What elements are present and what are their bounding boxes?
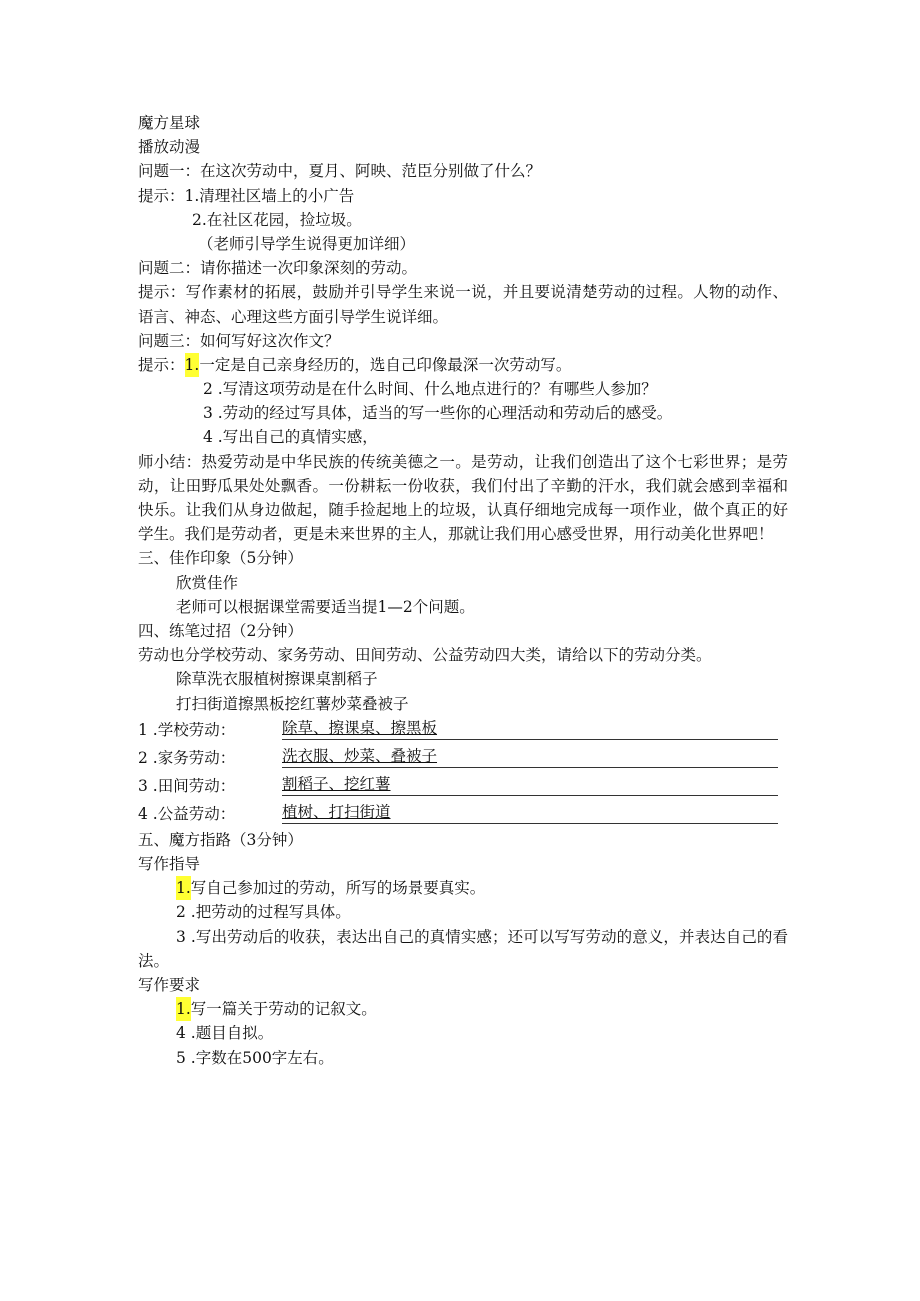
q1-hint-3: （老师引导学生说得更加详细） [198,234,416,253]
guide-3: 3 .写出劳动后的收获，表达出自己的真情实感；还可以写写劳动的意义，并表达自己的看法。 [138,927,788,970]
requirement-2: 4 .题目自拟。 [176,1024,274,1043]
q1-hint-1: 提示：1.清理社区墙上的小广告 [138,186,355,205]
section-3-b: 老师可以根据课堂需要适当提1—2个问题。 [176,597,475,616]
category-row [138,744,788,772]
q1-hint-2: 2.在社区花园，捡垃圾。 [192,210,362,229]
category-row [138,800,788,828]
category-row [138,772,788,800]
category-answer: 植树、打扫街道 [282,802,391,821]
section-3-a: 欣赏佳作 [176,573,239,592]
category-label: 2 .家务劳动： [138,748,236,767]
guide-1-text: 写自己参加过的劳动，所写的场景要真实。 [190,879,486,898]
highlight-number: 1. [176,997,191,1021]
section-4-heading: 四、练笔过招（2分钟） [138,622,303,641]
q2-hint: 提示：写作素材的拓展，鼓励并引导学生来说一说，并且要说清楚劳动的过程。人物的动作、语言、神态、心理这些方面引导学生说详细。 [138,283,788,326]
category-answer: 割稻子、挖红薯 [282,774,391,793]
category-answer: 除草、擦课桌、擦黑板 [282,718,438,737]
question-3: 问题三：如何写好这次作文？ [138,331,340,350]
category-label: 1 .学校劳动： [138,720,236,739]
document-body [138,111,788,1070]
category-row [138,716,788,744]
doc-title: 魔方星球 [138,114,201,132]
q3-hint-1-text: 一定是自己亲身经历的，选自己印像最深一次劳动写。 [199,355,572,374]
section-4-intro: 劳动也分学校劳动、家务劳动、田间劳动、公益劳动四大类，请给以下的劳动分类。 [138,646,712,665]
category-answer: 洗衣服、炒菜、叠被子 [282,746,438,765]
highlight-number: 1. [176,876,191,900]
answer-blank [282,801,778,824]
requirement-1 [138,997,788,1021]
requirement-1-text: 写一篇关于劳动的记叙文。 [190,1000,377,1019]
subtitle: 播放动漫 [138,138,201,157]
requirements-title: 写作要求 [138,975,201,994]
q3-hint-1 [138,353,788,377]
highlight-number: 1. [185,353,200,377]
answer-blank [282,773,778,796]
q3-hint-2: 2 .写清这项劳动是在什么时间、什么地点进行的？有哪些人参加？ [203,380,657,399]
category-label: 3 .田间劳动： [138,776,236,795]
teacher-summary: 师小结：热爱劳动是中华民族的传统美德之一。是劳动，让我们创造出了这个七彩世界；是劳动，让田野瓜果处处飘香。一份耕耘一份收获，我们付出了辛勤的汗水，我们就会感到幸福和快乐。让我们从身边做起，随手捡起地上的垃圾，认真仔细地完成每一项作业，做个真正的好学生。我们是劳动者，更是未来世界的主人，那就让我们用心感受世界，用行动美化世界吧！ [138,452,788,544]
guide-1 [138,876,788,900]
guide-2: 2 .把劳动的过程写具体。 [176,903,351,922]
q3-hint-4: 4 .写出自己的真情实感， [203,428,378,447]
q3-hint-prefix: 提示： [138,355,185,374]
section-5-heading: 五、魔方指路（3分钟） [138,830,303,849]
question-2: 问题二：请你描述一次印象深刻的劳动。 [138,259,418,278]
word-list-2: 打扫街道擦黑板挖红薯炒菜叠被子 [176,694,409,713]
word-list-1: 除草洗衣服植树擦课桌割稻子 [176,670,378,689]
answer-blank [282,717,778,740]
q3-hint-3: 3 .劳动的经过写具体，适当的写一些你的心理活动和劳动后的感受。 [203,404,673,423]
category-label: 4 .公益劳动： [138,804,236,823]
requirement-3: 5 .字数在500字左右。 [176,1048,334,1067]
guide-title: 写作指导 [138,854,201,873]
answer-blank [282,745,778,768]
question-1: 问题一：在这次劳动中，夏月、阿映、范臣分别做了什么？ [138,162,542,181]
section-3-heading: 三、佳作印象（5分钟） [138,549,303,568]
